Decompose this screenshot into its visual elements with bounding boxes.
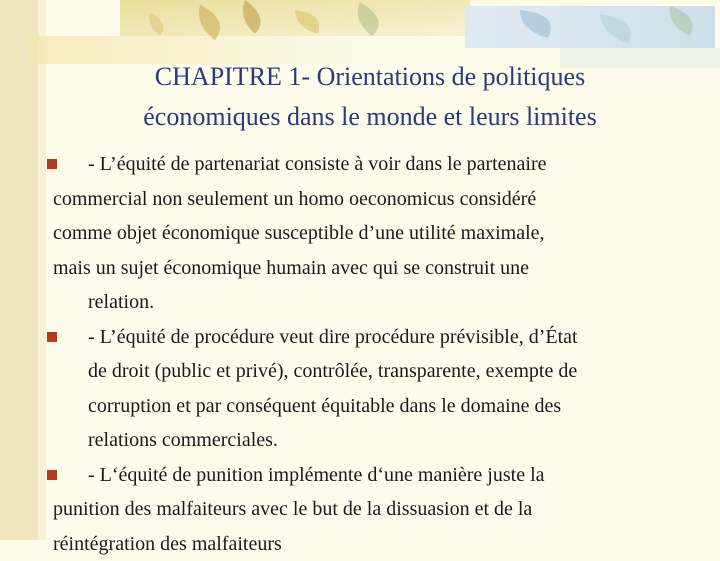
slide-title-line-2: économiques dans le monde et leurs limites [40,97,700,137]
square-bullet-icon [47,332,57,342]
bullet-item-partenariat [53,147,693,320]
slide-title [40,57,700,137]
bullet-line: commercial non seulement un homo oeconomicus considéré [53,182,693,217]
slide-title-line-1: CHAPITRE 1- Orientations de politiques [40,57,700,97]
bullet-line: mais un sujet économique humain avec qui se construit une [53,251,693,286]
bullet-line: de droit (public et privé), contrôlée, transparente, exempte de [53,354,693,389]
bullet-line: relation. [53,285,693,320]
bullet-line: - L‘équité de punition implémente d‘une manière juste la [53,458,693,493]
bullet-line: - L’équité de partenariat consiste à voir dans le partenaire [53,147,693,182]
bullet-line: réintégration des malfaiteurs [53,527,693,561]
square-bullet-icon [47,159,57,169]
bullet-line: - L’équité de procédure veut dire procédure prévisible, d’État [53,320,693,355]
bullet-item-punition [53,458,693,561]
square-bullet-icon [47,470,57,480]
bullet-line: comme objet économique susceptible d’une utilité maximale, [53,216,693,251]
bullet-line: punition des malfaiteurs avec le but de la dissuasion et de la [53,492,693,527]
bullet-item-procedure [53,320,693,458]
bullet-line: relations commerciales. [53,423,693,458]
slide-content [53,147,693,561]
bullet-line: corruption et par conséquent équitable dans le domaine des [53,389,693,424]
